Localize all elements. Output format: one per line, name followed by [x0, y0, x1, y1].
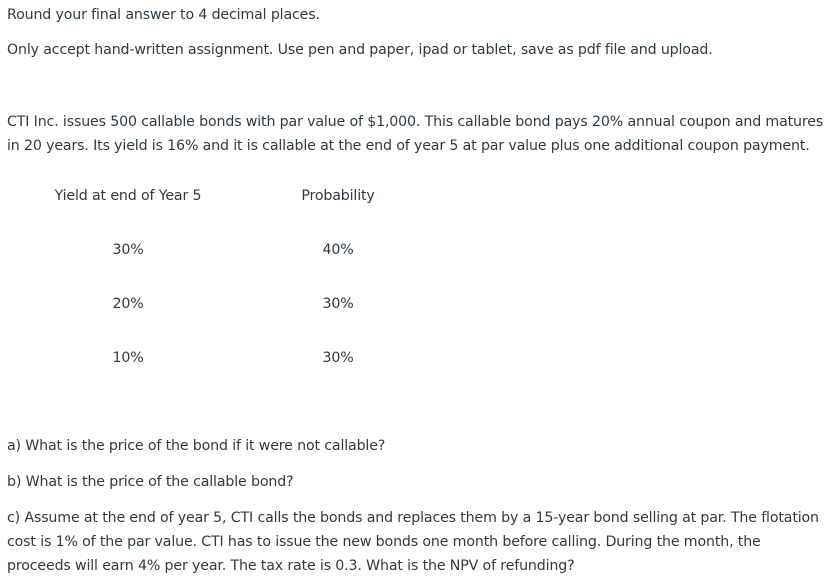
question-c-line-3: proceeds will earn 4% per year. The tax rate is 0.3. What is the NPV of refunding?	[7, 558, 575, 574]
table-cell-probability: 30%	[322, 350, 354, 366]
problem-statement-line-2: in 20 years. Its yield is 16% and it is callable at the end of year 5 at par value plus one additional coupon payment.	[7, 138, 810, 154]
table-cell-probability: 30%	[322, 296, 354, 312]
question-a: a) What is the price of the bond if it were not callable?	[7, 438, 386, 454]
table-cell-yield: 10%	[112, 350, 144, 366]
question-c-line-1: c) Assume at the end of year 5, CTI calls the bonds and replaces them by a 15-year bond selling at par. The flotation	[7, 510, 819, 526]
submission-instruction: Only accept hand-written assignment. Use pen and paper, ipad or tablet, save as pdf file and upload.	[7, 42, 713, 58]
table-cell-yield: 30%	[112, 242, 144, 258]
problem-statement-line-1: CTI Inc. issues 500 callable bonds with par value of $1,000. This callable bond pays 20% annual coupon and matures	[7, 114, 824, 130]
table-header-yield: Yield at end of Year 5	[54, 188, 202, 204]
table-cell-probability: 40%	[322, 242, 354, 258]
table-cell-yield: 20%	[112, 296, 144, 312]
question-b: b) What is the price of the callable bond?	[7, 474, 294, 490]
rounding-instruction: Round your final answer to 4 decimal places.	[7, 7, 320, 23]
question-c-line-2: cost is 1% of the par value. CTI has to issue the new bonds one month before calling. During the month, the	[7, 534, 761, 550]
table-header-probability: Probability	[301, 188, 375, 204]
